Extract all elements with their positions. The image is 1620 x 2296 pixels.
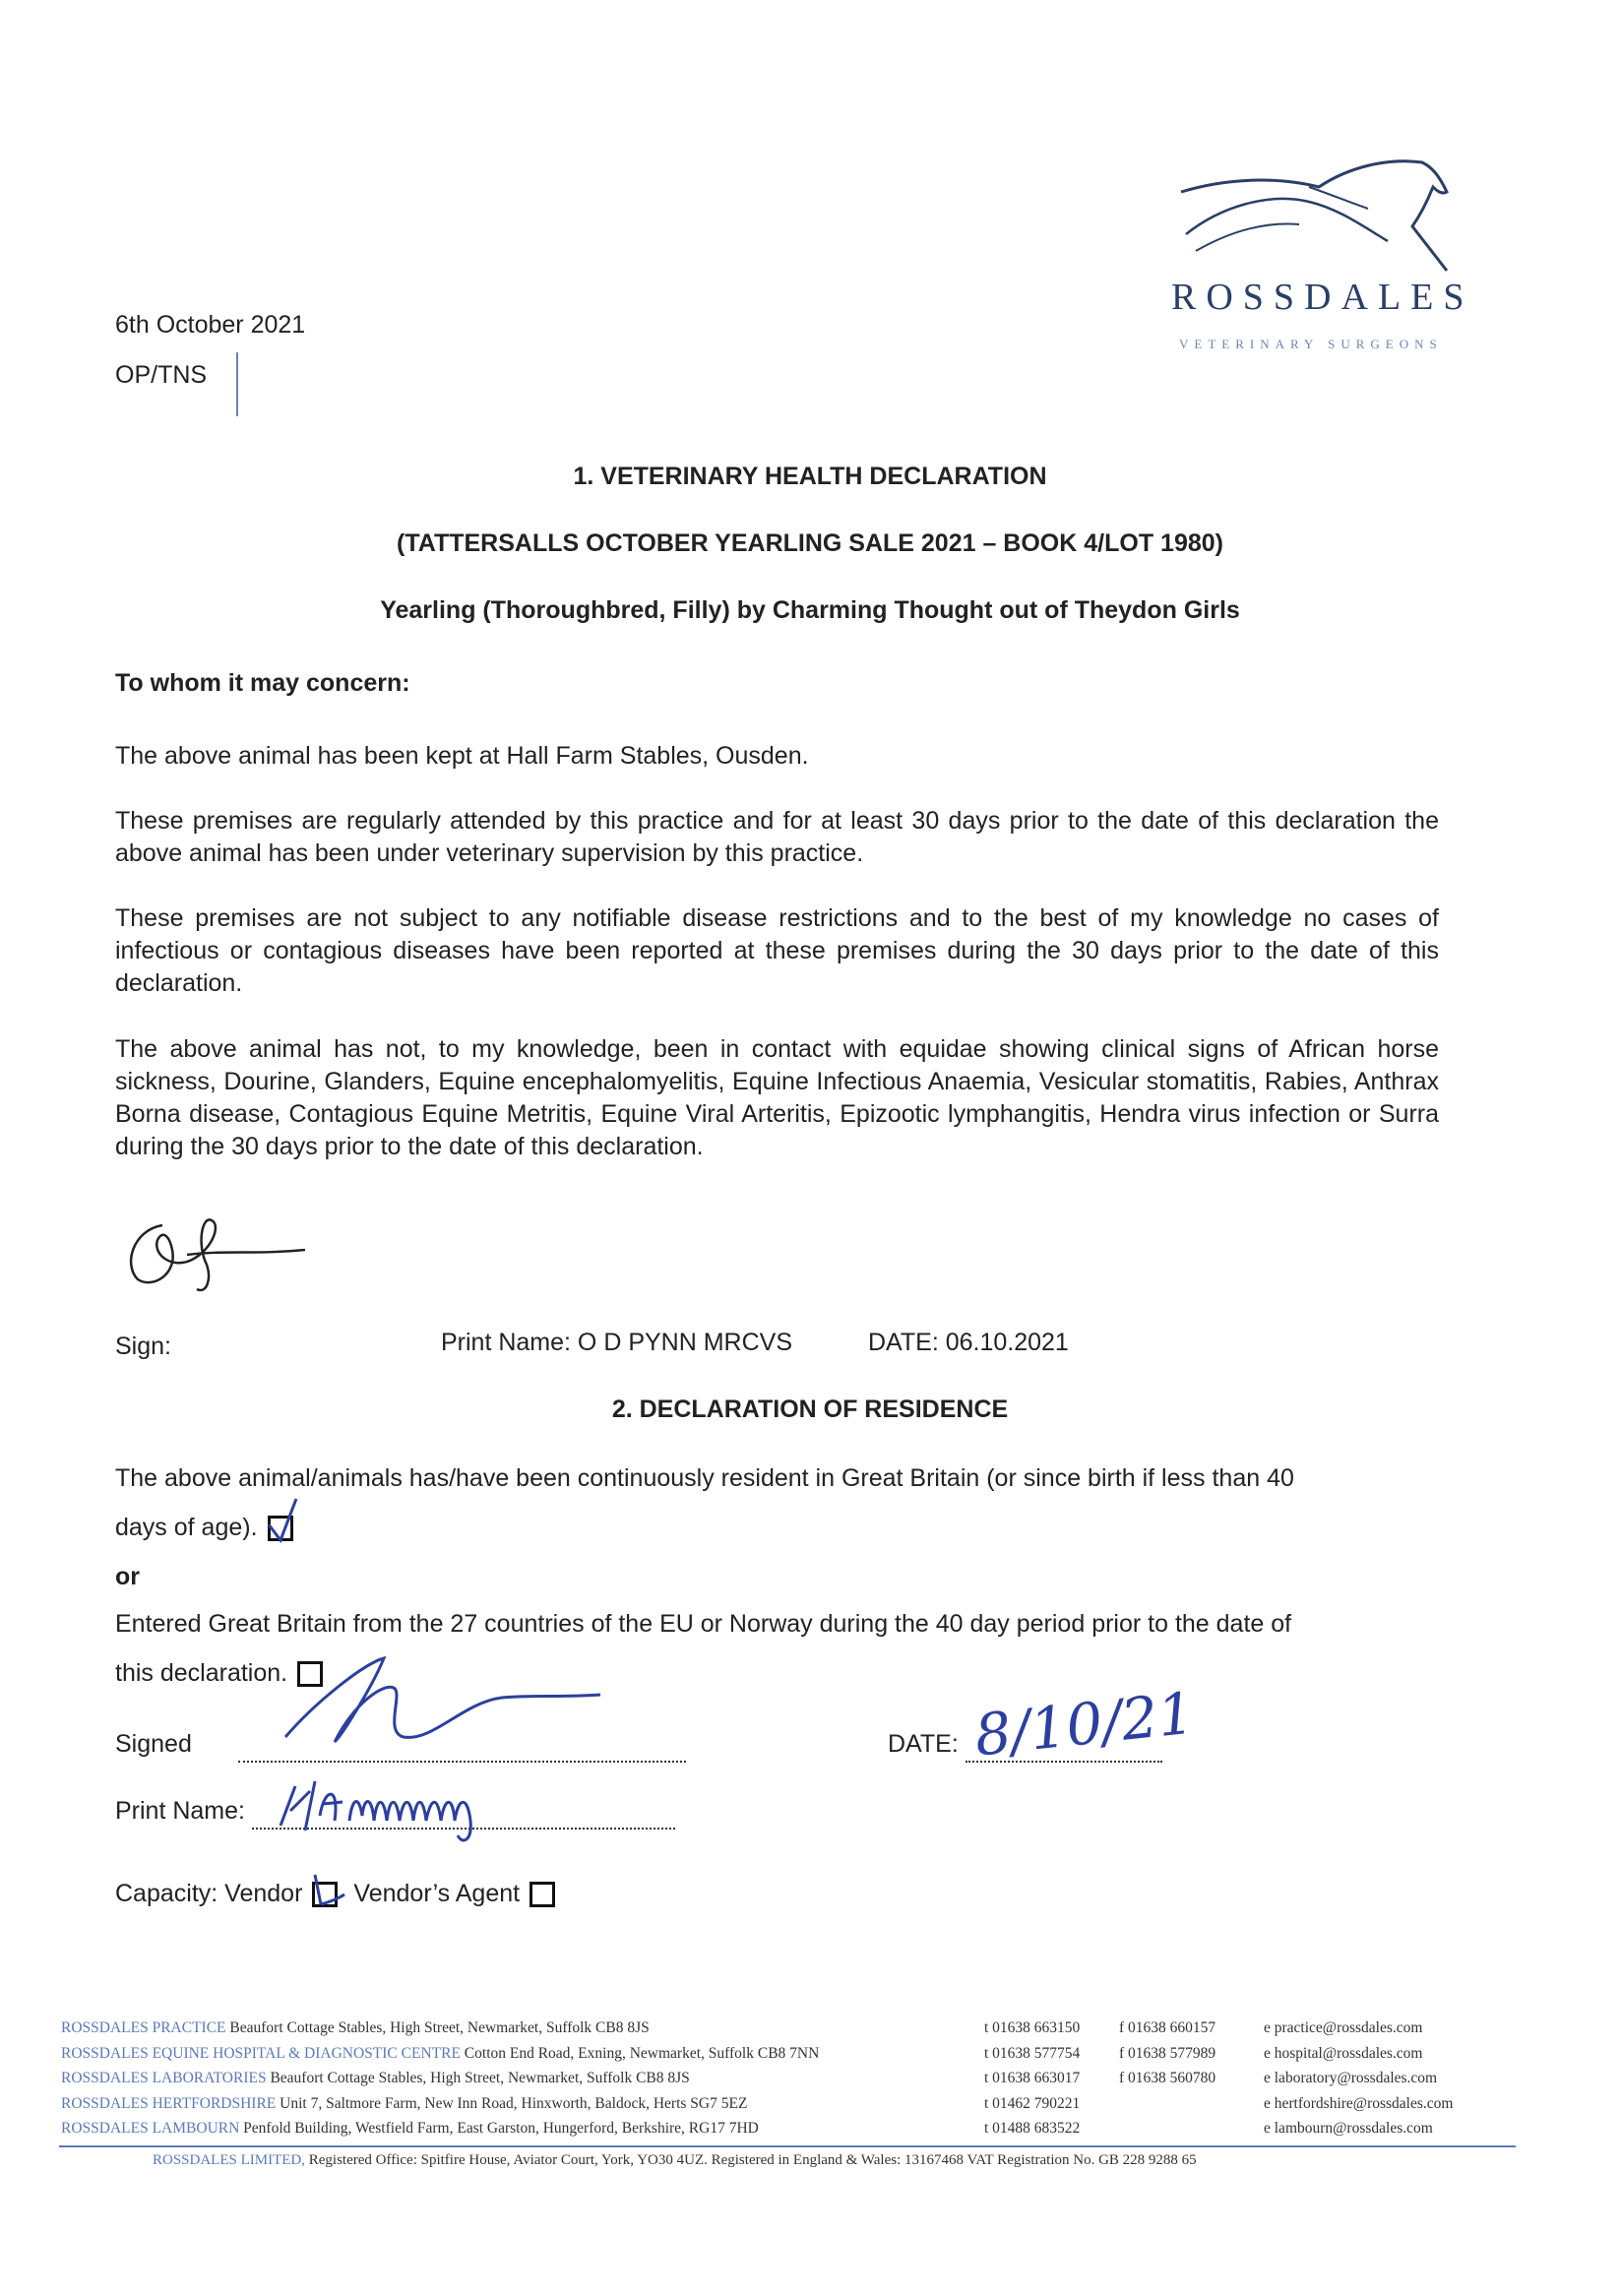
footer-row bbox=[61, 2095, 1518, 2121]
logo-name: ROSSDALES bbox=[1171, 277, 1474, 318]
letter-reference: OP/TNS bbox=[115, 361, 208, 389]
vendor-signature-icon bbox=[276, 1644, 610, 1762]
footer-fax: f 01638 660157 bbox=[1119, 2019, 1216, 2036]
checkmark-icon bbox=[267, 1497, 306, 1546]
footer-tel: t 01638 663017 bbox=[984, 2070, 1081, 2086]
paragraph-supervision: These premises are regularly attended by this practice and for at least 30 days prior to the date of this declaration the above animal has been under veterinary supervision by this practice. bbox=[115, 807, 1439, 867]
signed-date-label: DATE: bbox=[888, 1730, 959, 1758]
print-name-label: Print Name: bbox=[115, 1797, 245, 1825]
footer-org: ROSSDALES LAMBOURN bbox=[61, 2120, 240, 2137]
letter-date: 6th October 2021 bbox=[115, 311, 306, 339]
logo-subtitle: VETERINARY SURGEONS bbox=[1179, 337, 1443, 351]
footer-address: Beaufort Cottage Stables, High Street, Newmarket, Suffolk CB8 8JS bbox=[270, 2070, 690, 2086]
vet-signature-icon bbox=[118, 1196, 335, 1304]
or-label: or bbox=[115, 1563, 140, 1590]
section1-title: 1. VETERINARY HEALTH DECLARATION bbox=[573, 463, 1047, 490]
footer-row bbox=[61, 2070, 1518, 2095]
residence-option1-line2: days of age). bbox=[115, 1514, 258, 1541]
company-logo bbox=[1161, 148, 1474, 364]
signed-label: Signed bbox=[115, 1730, 192, 1758]
residence-option1-line1: The above animal/animals has/have been continuously resident in Great Britain (or since birth if less than 40 bbox=[115, 1464, 1294, 1492]
footer-tel: t 01638 663150 bbox=[984, 2019, 1081, 2036]
residence-option2-line2: this declaration. bbox=[115, 1659, 288, 1687]
agent-label: Vendor’s Agent bbox=[353, 1880, 521, 1907]
vendor-print-name-icon bbox=[266, 1767, 591, 1845]
footer-tel: t 01638 577754 bbox=[984, 2044, 1081, 2062]
paragraph-restrictions: These premises are not subject to any notifiable disease restrictions and to the best of my knowledge no cases of infectious or contagious diseases have been reported at these premises during the 30 days prior to the date of this declaration. bbox=[115, 904, 1439, 997]
footer-address: Penfold Building, Westfield Farm, East Garston, Hungerford, Berkshire, RG17 7HD bbox=[243, 2120, 759, 2137]
footer-email[interactable]: e laboratory@rossdales.com bbox=[1264, 2070, 1438, 2086]
footer-org: ROSSDALES PRACTICE bbox=[61, 2019, 226, 2036]
registered-details: Registered Office: Spitfire House, Aviator Court, York, YO30 4UZ. Registered in England & Wales: 13167468 VAT Registration No. GB 228 9288 65 bbox=[308, 2152, 1197, 2168]
horse-logo-icon bbox=[1161, 148, 1457, 285]
footer-address: Cotton End Road, Exning, Newmarket, Suffolk CB8 7NN bbox=[464, 2044, 820, 2062]
vet-date: DATE: 06.10.2021 bbox=[868, 1329, 1069, 1356]
footer-fax: f 01638 560780 bbox=[1119, 2070, 1216, 2086]
footer-divider bbox=[59, 2145, 1516, 2147]
section2-title: 2. DECLARATION OF RESIDENCE bbox=[611, 1396, 1009, 1423]
footer-tel: t 01462 790221 bbox=[984, 2094, 1081, 2112]
residence-option2-line1: Entered Great Britain from the 27 countries of the EU or Norway during the 40 day period prior to the date of bbox=[115, 1610, 1292, 1638]
footer bbox=[61, 2019, 1518, 2145]
paragraph-contact: The above animal has not, to my knowledge, been in contact with equidae showing clinical signs of African horse sickness, Dourine, Glanders, Equine encephalomyelitis, Equine Infectious Anaemia, Vesicular stomatitis, Rabies, Anthrax Borna disease, Contagious Equine Metritis, Equine Viral Arteritis, Epizootic lymphangitis, Hendra virus infection or Surra during the 30 days prior to the date of this declaration. bbox=[115, 1035, 1439, 1160]
salutation: To whom it may concern: bbox=[115, 669, 410, 697]
footer-address: Unit 7, Saltmore Farm, New Inn Road, Hinxworth, Baldock, Herts SG7 5EZ bbox=[280, 2094, 748, 2112]
vet-print-name: Print Name: O D PYNN MRCVS bbox=[441, 1329, 793, 1356]
handwritten-date: 8/10/21 bbox=[971, 1679, 1198, 1769]
footer-tel: t 01488 683522 bbox=[984, 2120, 1081, 2137]
section1-subtitle: (TATTERSALLS OCTOBER YEARLING SALE 2021 – BOOK 4/LOT 1980) bbox=[397, 529, 1223, 557]
footer-row bbox=[61, 2120, 1518, 2145]
capacity-agent-checkbox[interactable] bbox=[530, 1882, 555, 1907]
residence-option1-line2-row bbox=[115, 1512, 293, 1544]
footer-row bbox=[61, 2045, 1518, 2071]
footer-email[interactable]: e lambourn@rossdales.com bbox=[1264, 2120, 1433, 2137]
footer-address: Beaufort Cottage Stables, High Street, Newmarket, Suffolk CB8 8JS bbox=[229, 2019, 650, 2036]
footer-fax: f 01638 577989 bbox=[1119, 2044, 1216, 2062]
footer-org: ROSSDALES HERTFORDSHIRE bbox=[61, 2094, 277, 2112]
animal-description: Yearling (Thoroughbred, Filly) by Charming Thought out of Theydon Girls bbox=[380, 596, 1240, 624]
footer-email[interactable]: e hertfordshire@rossdales.com bbox=[1264, 2094, 1454, 2112]
registered-org: ROSSDALES LIMITED, bbox=[153, 2152, 306, 2168]
residence-option1-checkbox[interactable] bbox=[268, 1516, 293, 1541]
capacity-vendor-checkbox[interactable] bbox=[312, 1882, 338, 1907]
capacity-row bbox=[115, 1878, 555, 1910]
footer-org: ROSSDALES LABORATORIES bbox=[61, 2070, 267, 2086]
registered-office bbox=[153, 2152, 1197, 2169]
footer-email[interactable]: e hospital@rossdales.com bbox=[1264, 2044, 1423, 2062]
sign-label: Sign: bbox=[115, 1333, 171, 1360]
footer-org: ROSSDALES EQUINE HOSPITAL & DIAGNOSTIC CENTRE bbox=[61, 2044, 461, 2062]
reference-divider bbox=[236, 352, 238, 416]
footer-email[interactable]: e practice@rossdales.com bbox=[1264, 2019, 1423, 2036]
capacity-label: Capacity: Vendor bbox=[115, 1880, 303, 1907]
checkmark-icon bbox=[309, 1855, 348, 1914]
paragraph-premises: The above animal has been kept at Hall Farm Stables, Ousden. bbox=[115, 742, 809, 770]
footer-row bbox=[61, 2019, 1518, 2045]
